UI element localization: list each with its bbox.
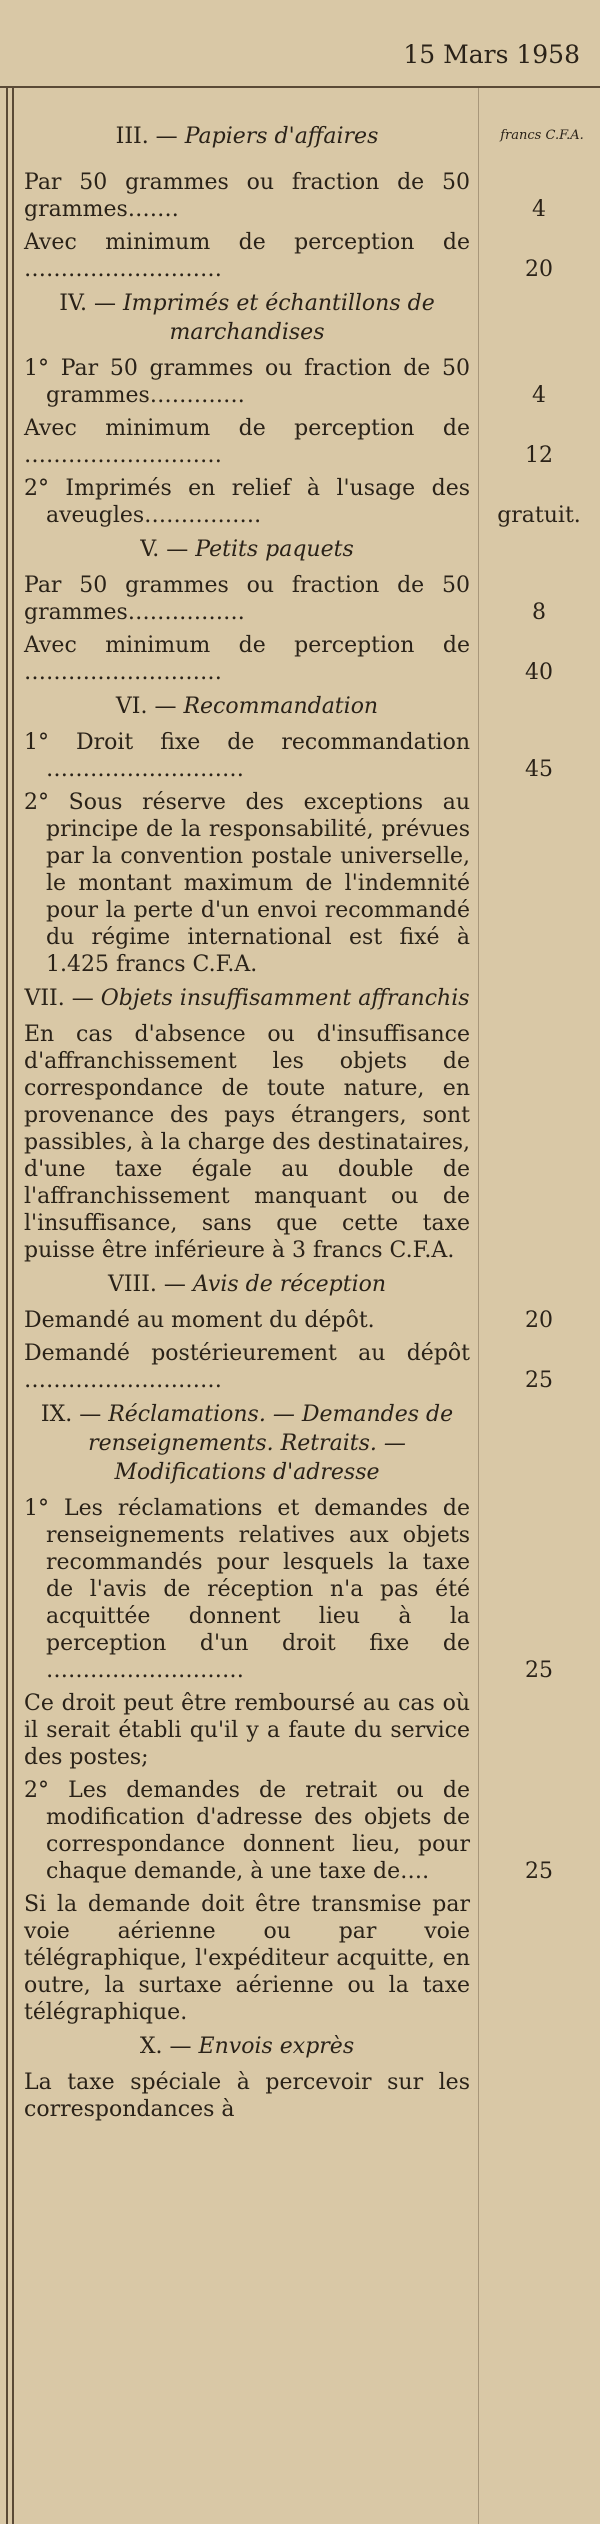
tariff-item: 1° Par 50 grammes ou fraction de 50 grammes………….	[24, 356, 470, 408]
tariff-item: Demandé au moment du dépôt.	[24, 1308, 375, 1333]
section-title: VI. — Recommandation	[115, 694, 379, 719]
tariff-item: Si la demande doit être transmise par voie aérienne ou par voie télégraphique, l'expéditeur acquitte, en outre, la surtaxe aérienne ou la taxe télégraphique.	[24, 1892, 470, 2025]
tariff-item: Avec minimum de perception de ………………………	[24, 416, 470, 468]
section-title: VII. — Objets insuffisamment affranchis	[24, 986, 470, 1011]
tariff-value: 45	[525, 757, 553, 782]
tariff-item: En cas d'absence ou d'insuffisance d'affranchissement les objets de correspondance de toute nature, en provenance des pays étrangers, sont passibles, à la charge des destinataires, d'une taxe égale au double de l'affranchissement manquant ou de l'insuffisance, sans que cette taxe puisse être inférieure à 3 francs C.F.A.	[24, 1022, 470, 1263]
tariff-item: Par 50 grammes ou fraction de 50 grammes…………….	[24, 573, 470, 625]
tariff-item: La taxe spéciale à percevoir sur les correspondances à	[24, 2070, 470, 2122]
tariff-text-column	[24, 118, 470, 2129]
tariff-item: Avec minimum de perception de ………………………	[24, 230, 470, 282]
tariff-value: 12	[525, 443, 553, 468]
section-title: III. — Papiers d'affaires	[115, 124, 379, 149]
value-column	[482, 0, 596, 2524]
tariff-item: 2° Sous réserve des exceptions au principe de la responsabilité, prévues par la convention postale universelle, le montant maximum de l'indemnité pour la perte d'un envoi recommandé du régime international est fixé à 1.425 francs C.F.A.	[24, 790, 470, 977]
tariff-item: 2° Imprimés en relief à l'usage des aveugles…………….	[24, 476, 470, 528]
unit-column-header: francs C.F.A.	[500, 128, 584, 143]
tariff-item: 1° Les réclamations et demandes de renseignements relatives aux objets recommandés pour lesquels la taxe de l'avis de réception n'a pas été acquittée donnent lieu à la perception d'un droit fixe de ………………………	[24, 1496, 470, 1683]
section-title: X. — Envois exprès	[139, 2034, 355, 2059]
tariff-value: 40	[525, 660, 553, 685]
left-border-outer	[6, 88, 8, 2524]
section-title: IX. — Réclamations. — Demandes de renseignements. Retraits. — Modifications d'adresse	[40, 1402, 454, 1485]
section-title: IV. — Imprimés et échantillons de marchandises	[59, 291, 435, 345]
section-title: V. — Petits paquets	[140, 537, 354, 562]
tariff-item: Avec minimum de perception de ………………………	[24, 633, 470, 685]
tariff-item: 2° Les demandes de retrait ou de modification d'adresse des objets de correspondance donnent lieu, pour chaque demande, à une taxe de….	[24, 1778, 470, 1884]
left-border-inner	[12, 88, 14, 2524]
page-date: 15 Mars 1958	[403, 40, 580, 69]
tariff-value: 25	[525, 1658, 553, 1683]
tariff-item: Par 50 grammes ou fraction de 50 grammes…….	[24, 170, 470, 222]
tariff-value: 4	[532, 197, 546, 222]
tariff-value: 25	[525, 1859, 553, 1884]
tariff-item: Demandé postérieurement au dépôt ………………………	[24, 1341, 470, 1393]
tariff-value: 25	[525, 1368, 553, 1393]
tariff-item: Ce droit peut être remboursé au cas où il serait établi qu'il y a faute du service des postes;	[24, 1691, 470, 1770]
tariff-value: 20	[525, 257, 553, 282]
tariff-value: 8	[532, 600, 546, 625]
tariff-value: gratuit.	[497, 503, 581, 528]
value-column-divider	[478, 88, 479, 2524]
tariff-item: 1° Droit fixe de recommandation ………………………	[24, 730, 470, 782]
tariff-value: 4	[532, 383, 546, 408]
tariff-value: 20	[525, 1308, 553, 1333]
section-title: VIII. — Avis de réception	[107, 1272, 387, 1297]
